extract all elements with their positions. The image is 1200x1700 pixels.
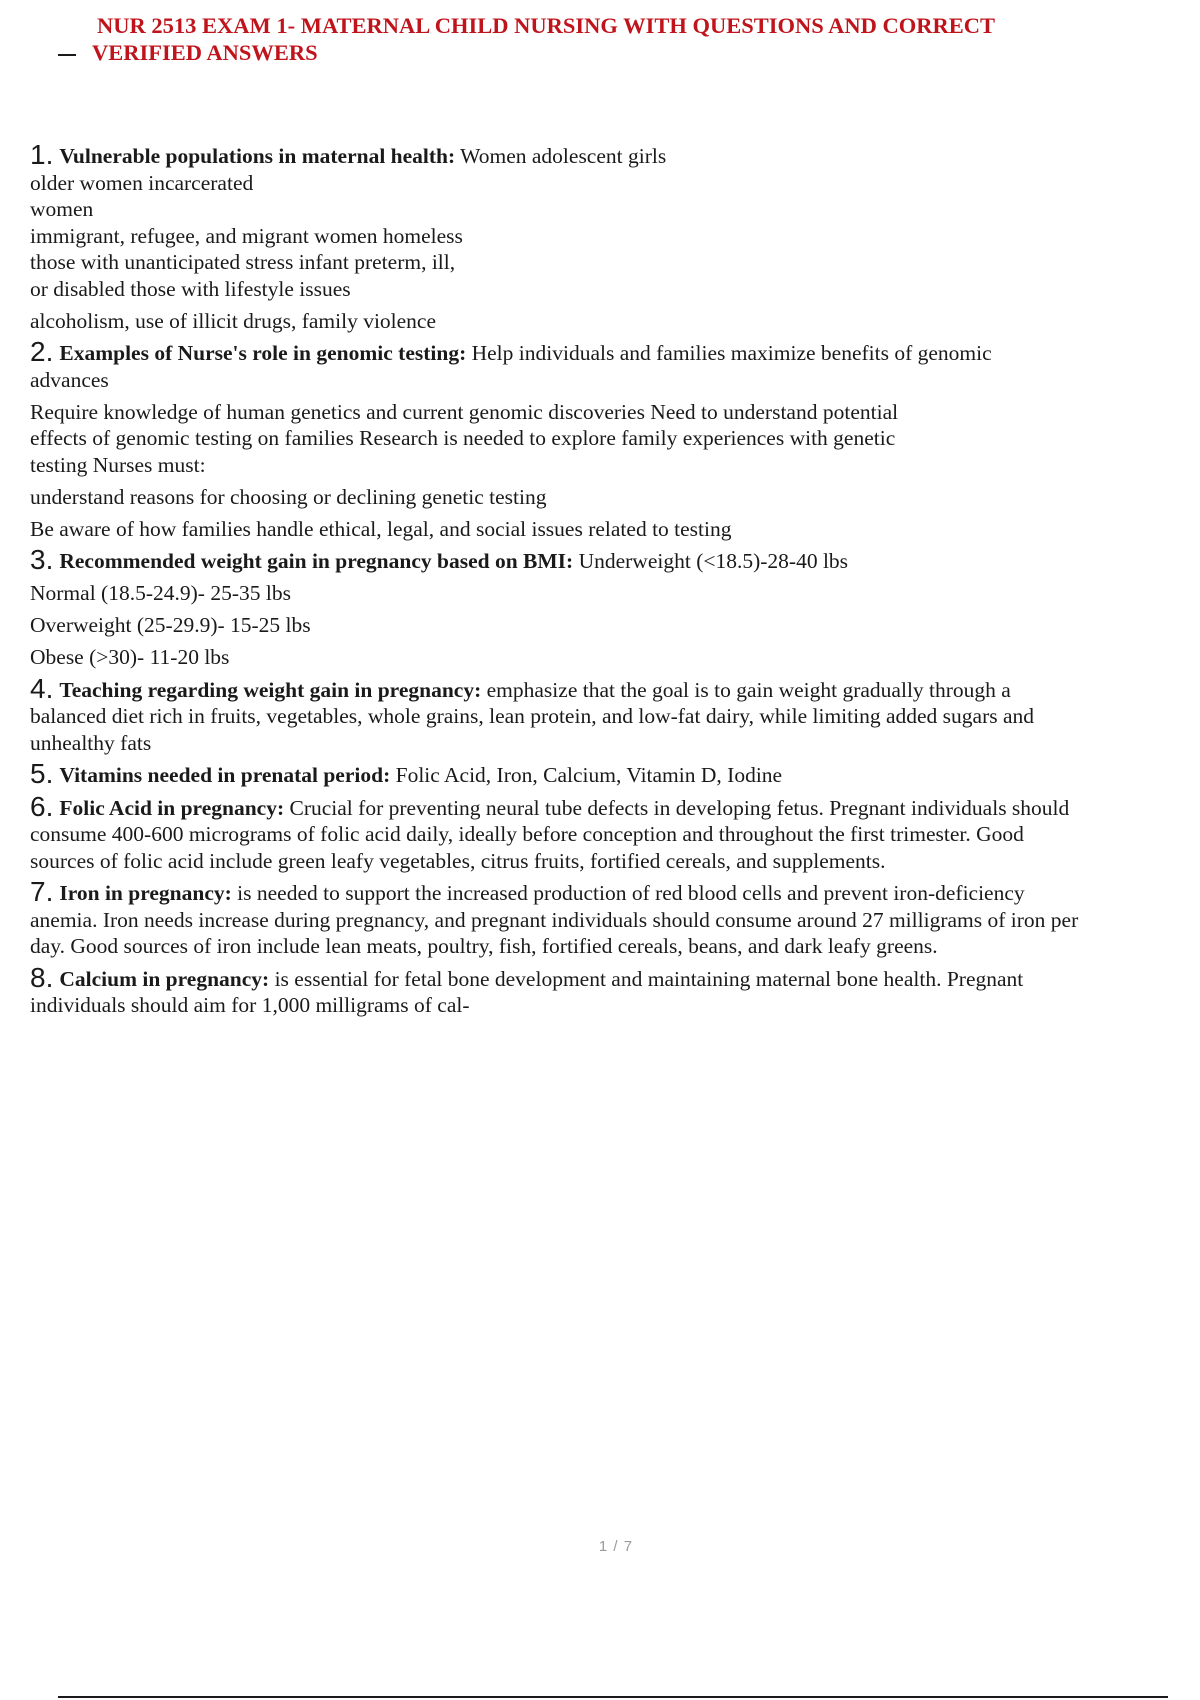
answer-line: day. Good sources of iron include lean meats, poultry, fish, fortified cereals, beans, and dark leafy greens. [30, 934, 938, 958]
question-number: 6. [30, 790, 54, 822]
question-number: 2. [30, 336, 54, 367]
question-term: Folic Acid in pregnancy: [59, 795, 285, 820]
title-line-2-text: VERIFIED ANSWERS [92, 40, 318, 65]
answer-line: understand reasons for choosing or declining genetic testing [30, 484, 547, 509]
answer-line: older women incarcerated [30, 170, 254, 195]
question-term: Vulnerable populations in maternal health: [59, 144, 456, 168]
qa-item-4 [30, 672, 1190, 757]
question-line [30, 139, 1190, 170]
answer-line: Require knowledge of human genetics and current genomic discoveries Need to understand potential [30, 399, 899, 424]
answer-line: consume 400-600 micrograms of folic acid daily, ideally before conception and throughout the first trimester. Good [30, 822, 1024, 846]
answer-line: testing Nurses must: [30, 452, 206, 477]
question-line [30, 336, 1190, 367]
answer-line: anemia. Iron needs increase during pregnancy, and pregnant individuals should consume around 27 milligrams of iron per [30, 907, 1079, 932]
answer-start: Help individuals and families maximize benefits of genomic [466, 341, 992, 365]
answer-line: sources of folic acid include green leafy vegetables, citrus fruits, fortified cereals, and supplements. [30, 848, 886, 873]
answer-start: Underweight (<18.5)-28-40 lbs [573, 549, 849, 573]
answer-line: Overweight (25-29.9)- 15-25 lbs [30, 613, 311, 637]
question-term: Teaching regarding weight gain in pregnancy: [59, 677, 482, 702]
question-line [30, 876, 1190, 907]
question-term: Calcium in pregnancy: [59, 966, 270, 991]
qa-item-1 [30, 139, 1190, 334]
question-number: 7. [30, 876, 54, 907]
question-number: 4. [30, 672, 54, 704]
question-term: Vitamins needed in prenatal period: [59, 763, 391, 787]
answer-line: those with unanticipated stress infant preterm, ill, [30, 250, 456, 274]
answer-start: emphasize that the goal is to gain weight gradually through a [481, 677, 1011, 702]
document-title [0, 12, 1200, 66]
answer-line: immigrant, refugee, and migrant women homeless [30, 223, 463, 248]
answer-line: Be aware of how families handle ethical, legal, and social issues related to testing [30, 516, 732, 541]
question-line [30, 790, 1190, 822]
answer-start: is needed to support the increased production of red blood cells and prevent iron-deficiency [231, 881, 1025, 905]
question-number: 8. [30, 961, 54, 993]
qa-item-6 [30, 790, 1190, 875]
question-term: Examples of Nurse's role in genomic testing: [59, 341, 467, 365]
question-line [30, 758, 1190, 789]
title-line-1: NUR 2513 EXAM 1- MATERNAL CHILD NURSING WITH QUESTIONS AND CORRECT [97, 13, 996, 38]
answer-start: Women adolescent girls [455, 144, 667, 168]
answer-line: women [30, 197, 94, 221]
answer-line: balanced diet rich in fruits, vegetables, whole grains, lean protein, and low-fat dairy, while limiting added sugars and [30, 704, 1035, 728]
question-term: Recommended weight gain in pregnancy based on BMI: [59, 549, 574, 573]
question-line [30, 672, 1190, 704]
answer-line: Obese (>30)- 11-20 lbs [30, 645, 230, 669]
question-line [30, 544, 1190, 575]
title-line-2 [0, 39, 1200, 66]
question-term: Iron in pregnancy: [59, 881, 232, 905]
question-number: 1. [30, 139, 54, 170]
answer-line: individuals should aim for 1,000 milligrams of cal- [30, 993, 470, 1017]
title-dash-mark [58, 54, 76, 56]
qa-item-2 [30, 336, 1190, 542]
question-line [30, 961, 1190, 993]
qa-item-7 [30, 876, 1190, 960]
bottom-rule [58, 1696, 1168, 1698]
qa-item-5 [30, 758, 1190, 789]
answer-line: alcoholism, use of illicit drugs, family violence [30, 308, 437, 333]
qa-content [30, 139, 1190, 1019]
question-number: 3. [30, 544, 54, 575]
answer-line: Normal (18.5-24.9)- 25-35 lbs [30, 581, 291, 605]
answer-line: effects of genomic testing on families Research is needed to explore family experiences with genetic [30, 426, 896, 450]
question-number: 5. [30, 758, 54, 789]
answer-start: Crucial for preventing neural tube defects in developing fetus. Pregnant individuals should [284, 795, 1070, 820]
page-number: 1 / 7 [598, 1538, 634, 1555]
answer-line: advances [30, 367, 109, 392]
qa-item-3 [30, 544, 1190, 671]
answer-start: is essential for fetal bone development and maintaining maternal bone health. Pregnant [269, 966, 1024, 991]
answer-line: unhealthy fats [30, 730, 152, 755]
answer-start: Folic Acid, Iron, Calcium, Vitamin D, Iodine [390, 763, 783, 787]
qa-item-8 [30, 961, 1190, 1019]
answer-line: or disabled those with lifestyle issues [30, 276, 351, 301]
